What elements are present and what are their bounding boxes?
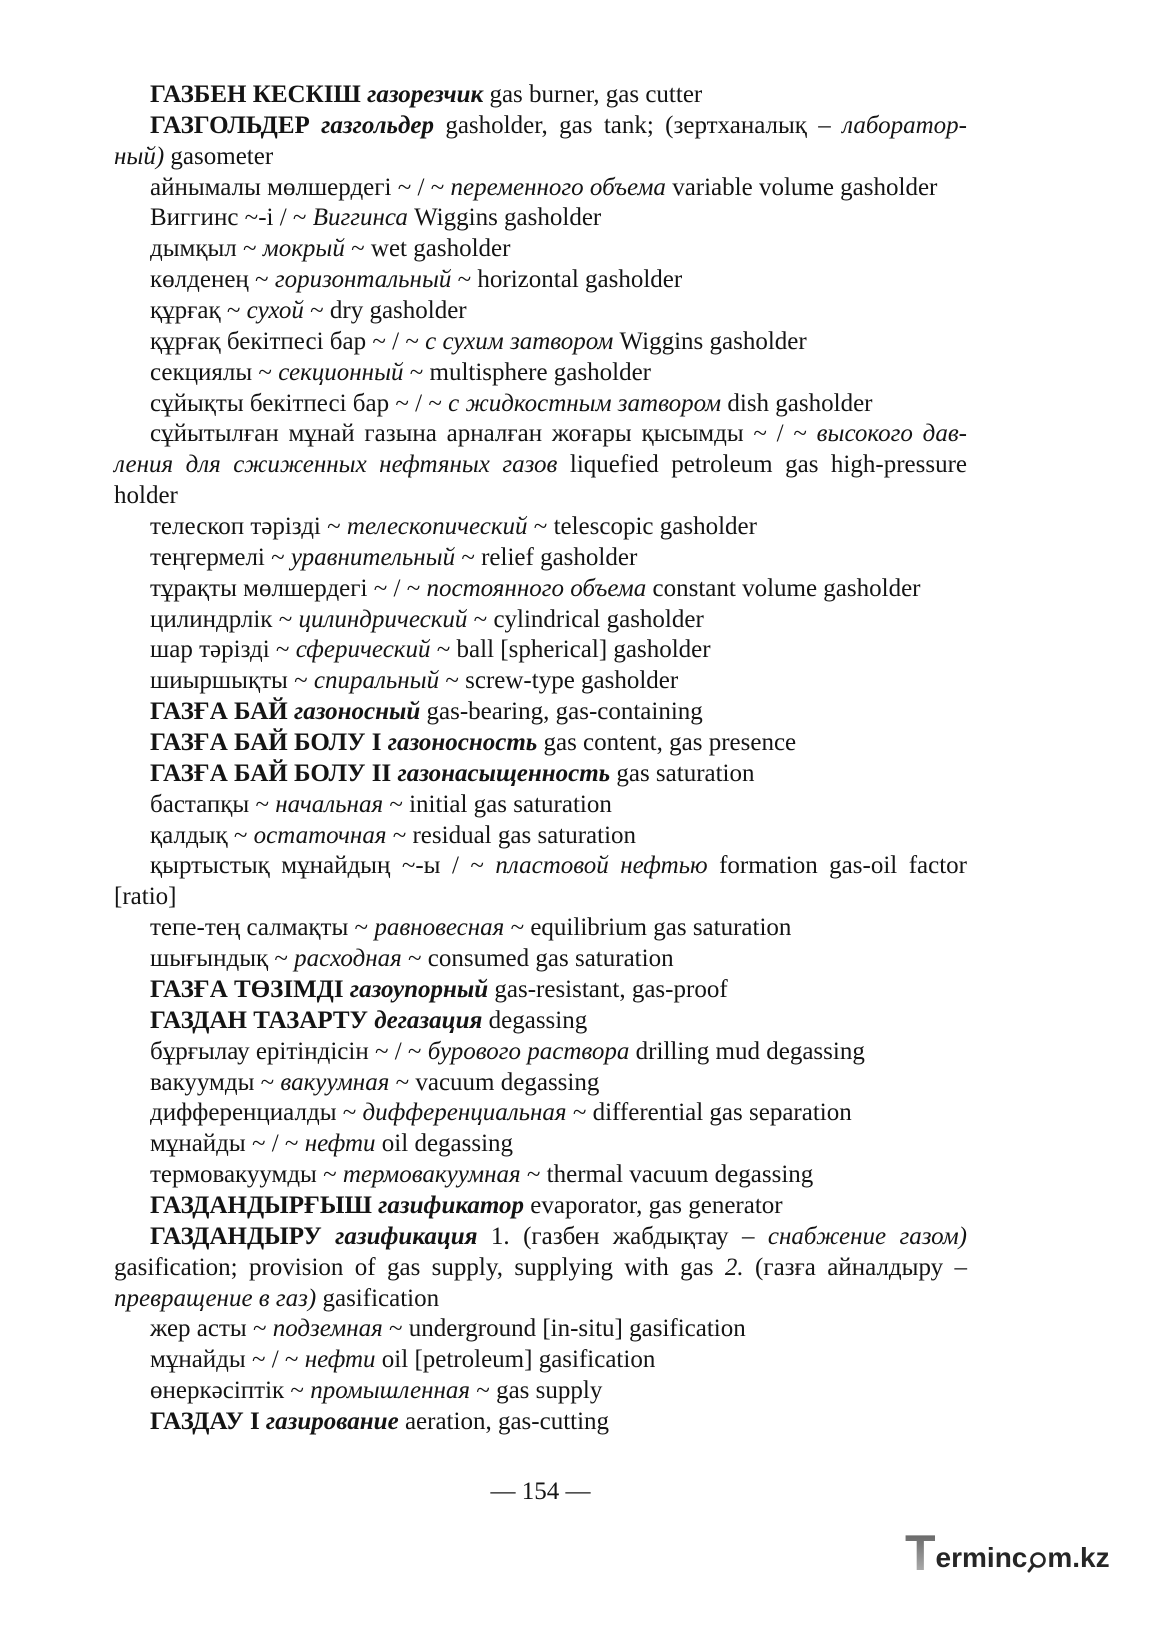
subentry xyxy=(114,512,967,543)
entry-text: ~ underground [in-situ] gasification xyxy=(382,1315,746,1343)
subentry xyxy=(114,1098,967,1129)
entry-line xyxy=(114,975,967,1006)
entry-text: variable volume gasholder xyxy=(665,173,938,201)
entry-line xyxy=(114,358,967,389)
entry-text: (газға айналдыру – xyxy=(743,1253,967,1281)
entry-line xyxy=(114,111,967,142)
subentry xyxy=(114,666,967,697)
russian-equivalent: горизонтальный xyxy=(274,266,452,294)
entry-line xyxy=(114,635,967,666)
russian-equivalent: термовакуумная xyxy=(342,1161,521,1189)
entry-text: gas saturation xyxy=(610,759,755,787)
kazakh-headword: ГАЗҒА БАЙ xyxy=(150,698,294,726)
russian-equivalent: подземная xyxy=(272,1315,383,1343)
subentry xyxy=(114,327,967,358)
entry-text: oil degassing xyxy=(375,1130,514,1158)
entry-text: құрғақ ~ xyxy=(150,297,247,325)
headword-entry xyxy=(114,759,967,790)
russian-headword: дегазация xyxy=(374,1006,483,1034)
entry-text: шығындық ~ xyxy=(150,945,295,973)
entry-text: сұйытылған мұнай газына арналған жоғары қысымды ~ / ~ xyxy=(150,420,817,448)
entry-line xyxy=(114,1407,967,1438)
entry-text: шар тәрізді ~ xyxy=(150,636,296,664)
entry-text: oil [petroleum] gasification xyxy=(375,1346,656,1374)
russian-equivalent: телескопический xyxy=(346,513,528,541)
entry-text: құрғақ бекітпесі бар ~ / ~ xyxy=(150,327,426,355)
entry-text: ~ screw-type gasholder xyxy=(439,667,679,695)
russian-equivalent: лаборатор- xyxy=(842,111,967,139)
kazakh-headword: ГАЗҒА БАЙ БОЛУ I xyxy=(150,729,388,757)
russian-equivalent: с жидкостным затвором xyxy=(448,389,722,417)
subentry xyxy=(114,1037,967,1068)
russian-equivalent: спиральный xyxy=(313,667,440,695)
entry-text: gasification; provision of gas supply, supplying with gas xyxy=(114,1253,725,1281)
entry-text: ~ dry gasholder xyxy=(303,297,467,325)
entry-line xyxy=(114,80,967,111)
subentry xyxy=(114,1376,967,1407)
entry-line xyxy=(114,203,967,234)
russian-equivalent: превращение в газ) xyxy=(114,1284,317,1312)
entry-text: ~ consumed gas saturation xyxy=(401,945,674,973)
subentry xyxy=(114,1068,967,1099)
russian-headword: газоносность xyxy=(387,729,538,757)
entry-text: holder xyxy=(114,482,178,510)
russian-equivalent: постоянного объема xyxy=(426,574,647,602)
entry-line xyxy=(114,1222,967,1253)
entry-text: ~ horizontal gasholder xyxy=(451,266,683,294)
russian-equivalent: сухой xyxy=(246,297,304,325)
subentry xyxy=(114,913,967,944)
subentry xyxy=(114,173,967,204)
entry-text: gas content, gas presence xyxy=(537,729,797,757)
subentry xyxy=(114,1129,967,1160)
entry-line xyxy=(114,697,967,728)
entry-line xyxy=(114,882,967,913)
entry-text: drilling mud degassing xyxy=(629,1037,865,1065)
entry-text: ~ wet gasholder xyxy=(344,235,511,263)
entry-line xyxy=(114,1191,967,1222)
russian-equivalent: с сухим затвором xyxy=(425,327,614,355)
entry-line xyxy=(114,450,967,481)
russian-equivalent: Виггинса xyxy=(312,204,408,232)
entry-text: gas-bearing, gas-containing xyxy=(420,698,703,726)
entry-line xyxy=(114,419,967,450)
entry-line xyxy=(114,574,967,605)
entry-line xyxy=(114,327,967,358)
entry-text: өнеркәсіптік ~ xyxy=(150,1377,311,1405)
entry-line xyxy=(114,851,967,882)
entry-line xyxy=(114,913,967,944)
russian-headword: газификатор xyxy=(378,1191,525,1219)
russian-equivalent: переменного объема xyxy=(450,173,666,201)
russian-equivalent: начальная xyxy=(275,790,384,818)
entry-text: мұнайды ~ / ~ xyxy=(150,1346,305,1374)
russian-equivalent: пластовой нефтью xyxy=(495,852,708,880)
headword-entry xyxy=(114,1222,967,1315)
entry-line xyxy=(114,543,967,574)
entry-text: телескоп тәрізді ~ xyxy=(150,513,347,541)
entry-text: ~ differential gas separation xyxy=(566,1099,852,1127)
entry-line xyxy=(114,1129,967,1160)
headword-entry xyxy=(114,975,967,1006)
kazakh-headword: ГАЗБЕН КЕСКІШ xyxy=(150,81,368,108)
entry-line xyxy=(114,728,967,759)
russian-equivalent: промышленная xyxy=(310,1377,471,1405)
entry-text: gas burner, gas cutter xyxy=(483,81,703,108)
entry-line xyxy=(114,481,967,512)
entry-line xyxy=(114,1160,967,1191)
subentry xyxy=(114,1160,967,1191)
entry-line xyxy=(114,512,967,543)
entry-text: жер асты ~ xyxy=(150,1315,273,1343)
entry-text: ~ thermal vacuum degassing xyxy=(520,1161,814,1189)
entry-text: gasholder, gas tank; (зертханалық – xyxy=(433,111,843,139)
subentry xyxy=(114,203,967,234)
subentry xyxy=(114,389,967,420)
russian-equivalent: ления для сжиженных нефтяных газов xyxy=(114,451,558,479)
russian-equivalent: ный) xyxy=(114,142,165,170)
entry-text: қалдық ~ xyxy=(150,821,254,849)
entry-line xyxy=(114,1068,967,1099)
entry-text: 1. (газбен жабдықтау – xyxy=(477,1222,768,1250)
subentry xyxy=(114,296,967,327)
entry-line xyxy=(114,173,967,204)
entry-text: dish gasholder xyxy=(721,389,873,417)
entry-line xyxy=(114,1345,967,1376)
entry-line xyxy=(114,790,967,821)
entry-text: formation gas-oil factor xyxy=(707,852,967,880)
subentry xyxy=(114,1314,967,1345)
kazakh-headword: ГАЗҒА ТӨЗІМДІ xyxy=(150,975,350,1003)
russian-equivalent: высокого дав- xyxy=(816,420,967,448)
entry-line xyxy=(114,944,967,975)
entry-text: теңгермелі ~ xyxy=(150,543,291,571)
subentry xyxy=(114,358,967,389)
entry-text: ~ telescopic gasholder xyxy=(527,513,757,541)
entry-text: тұрақты мөлшердегі ~ / ~ xyxy=(150,574,427,602)
headword-entry xyxy=(114,728,967,759)
entry-text: aeration, gas-cutting xyxy=(398,1407,610,1435)
entry-line xyxy=(114,1314,967,1345)
entry-text: gas-resistant, gas-proof xyxy=(488,975,728,1003)
entry-line xyxy=(114,666,967,697)
entry-text: ~ multisphere gasholder xyxy=(403,358,651,386)
subentry xyxy=(114,265,967,296)
subentry xyxy=(114,821,967,852)
russian-equivalent: бурового раствора xyxy=(427,1037,630,1065)
entry-text: ~ vacuum degassing xyxy=(389,1068,600,1096)
entry-text: мұнайды ~ / ~ xyxy=(150,1130,305,1158)
kazakh-headword: ГАЗДАУ I xyxy=(150,1407,266,1435)
russian-equivalent: снабжение газом) xyxy=(767,1222,967,1250)
entry-text: ~ gas supply xyxy=(470,1377,603,1405)
russian-equivalent: расходная xyxy=(294,945,402,973)
russian-equivalent: нефти xyxy=(304,1346,376,1374)
entry-text: дифференциалды ~ xyxy=(150,1099,363,1127)
entry-text: тепе-тең салмақты ~ xyxy=(150,914,375,942)
entry-text: қыртыстық мұнайдың ~-ы / ~ xyxy=(150,852,496,880)
entry-line xyxy=(114,1376,967,1407)
subentry xyxy=(114,790,967,821)
subentry xyxy=(114,543,967,574)
russian-equivalent: нефти xyxy=(304,1130,376,1158)
sense-number: 2. xyxy=(724,1253,744,1281)
russian-headword: газорезчик xyxy=(367,81,484,108)
russian-equivalent: дифференциальная xyxy=(362,1099,567,1127)
entry-text: ~ residual gas saturation xyxy=(386,821,637,849)
russian-headword: газификация xyxy=(335,1222,478,1250)
russian-equivalent: уравнительный xyxy=(290,543,456,571)
entry-line xyxy=(114,296,967,327)
site-watermark-logo xyxy=(905,1525,1110,1581)
entry-line xyxy=(114,759,967,790)
entry-text: секциялы ~ xyxy=(150,358,279,386)
entry-text: constant volume gasholder xyxy=(646,574,921,602)
subentry xyxy=(114,851,967,913)
entry-text: бастапқы ~ xyxy=(150,790,276,818)
entry-line xyxy=(114,1284,967,1315)
entry-text: degassing xyxy=(482,1006,588,1034)
entry-text: gasification xyxy=(316,1284,440,1312)
subentry xyxy=(114,944,967,975)
russian-equivalent: остаточная xyxy=(253,821,387,849)
entry-line xyxy=(114,1006,967,1037)
headword-entry xyxy=(114,1006,967,1037)
entry-text: evaporator, gas generator xyxy=(524,1191,783,1219)
entry-line xyxy=(114,389,967,420)
russian-headword: газоносный xyxy=(293,698,421,726)
russian-equivalent: цилиндрический xyxy=(298,605,468,633)
entry-text: [ratio] xyxy=(114,883,177,911)
headword-entry xyxy=(114,80,967,111)
russian-headword: газоупорный xyxy=(349,975,489,1003)
subentry xyxy=(114,234,967,265)
kazakh-headword: ГАЗДАНДЫРҒЫШ xyxy=(150,1191,379,1219)
russian-equivalent: сферический xyxy=(295,636,431,664)
entry-text: ~ ball [spherical] gasholder xyxy=(430,636,711,664)
russian-headword: газонасыщенность xyxy=(397,759,611,787)
entry-line xyxy=(114,1098,967,1129)
logo-text-part: m.kz xyxy=(1047,1542,1110,1573)
entry-text: Wiggins gasholder xyxy=(407,204,602,232)
entry-text: сұйықты бекітпесі бар ~ / ~ xyxy=(150,389,449,417)
entry-text: ~ equilibrium gas saturation xyxy=(504,914,792,942)
entry-text: бұрғылау ерітіндісін ~ / ~ xyxy=(150,1037,428,1065)
subentry xyxy=(114,635,967,666)
entry-text: көлденең ~ xyxy=(150,266,275,294)
magnifier-icon xyxy=(1027,1549,1047,1575)
subentry xyxy=(114,1345,967,1376)
kazakh-headword: ГАЗДАНДЫРУ xyxy=(150,1222,336,1250)
kazakh-headword: ГАЗҒА БАЙ БОЛУ II xyxy=(150,759,398,787)
entry-text: ~ initial gas saturation xyxy=(383,790,612,818)
logo-text-part: erminc xyxy=(935,1542,1028,1573)
russian-equivalent: секционный xyxy=(278,358,404,386)
entry-line xyxy=(114,234,967,265)
entry-text: Wiggins gasholder xyxy=(613,327,807,355)
entry-text: шиыршықты ~ xyxy=(150,667,314,695)
entry-line xyxy=(114,821,967,852)
entry-text: ~ cylindrical gasholder xyxy=(467,605,704,633)
headword-entry xyxy=(114,697,967,728)
kazakh-headword: ГАЗДАН ТАЗАРТУ xyxy=(150,1006,375,1034)
russian-headword: газирование xyxy=(265,1407,399,1435)
russian-equivalent: мокрый xyxy=(262,235,345,263)
dictionary-body xyxy=(114,80,967,1438)
entry-line xyxy=(114,605,967,636)
entry-line xyxy=(114,1037,967,1068)
kazakh-headword: ГАЗГОЛЬДЕР xyxy=(150,111,322,139)
subentry xyxy=(114,574,967,605)
logo-initial: T xyxy=(905,1525,936,1581)
entry-line xyxy=(114,142,967,173)
entry-text: айнымалы мөлшердегі ~ / ~ xyxy=(150,173,451,201)
entry-text: цилиндрлік ~ xyxy=(150,605,299,633)
headword-entry xyxy=(114,1191,967,1222)
entry-text: дымқыл ~ xyxy=(150,235,263,263)
russian-equivalent: вакуумная xyxy=(280,1068,390,1096)
entry-text: liquefied petroleum gas high-pressure xyxy=(557,451,967,479)
entry-text: ~ relief gasholder xyxy=(455,543,638,571)
entry-text: вакуумды ~ xyxy=(150,1068,281,1096)
russian-equivalent: равновесная xyxy=(374,914,505,942)
page-number: — 154 — xyxy=(490,1478,591,1505)
entry-line xyxy=(114,1253,967,1284)
entry-text: Виггинс ~-і / ~ xyxy=(150,204,313,232)
entry-line xyxy=(114,265,967,296)
headword-entry xyxy=(114,111,967,173)
subentry xyxy=(114,419,967,512)
russian-headword: газгольдер xyxy=(321,111,434,139)
subentry xyxy=(114,605,967,636)
entry-text: gasometer xyxy=(164,142,274,170)
entry-text: термовакуумды ~ xyxy=(150,1161,343,1189)
headword-entry xyxy=(114,1407,967,1438)
